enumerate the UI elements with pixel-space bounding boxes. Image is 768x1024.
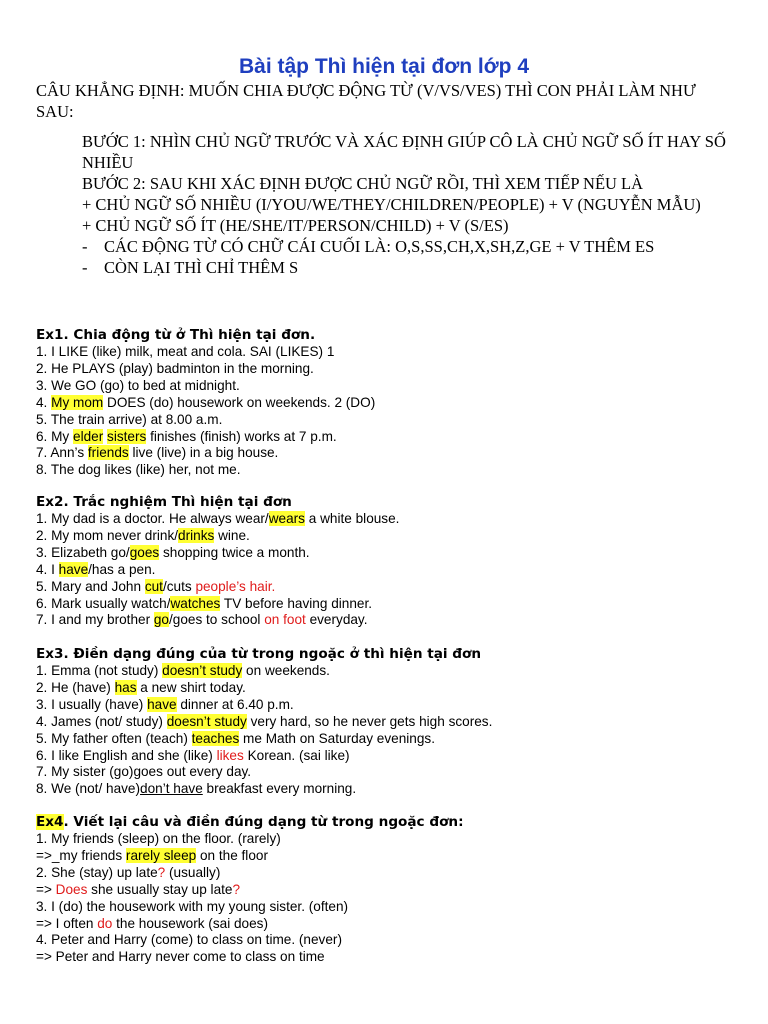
exercise-line [36, 882, 746, 899]
text: 4. James (not/ study) [36, 713, 167, 729]
text: (usually) [165, 864, 221, 880]
exercise-line [36, 781, 746, 798]
text: DOES (do) housework on weekends. 2 (DO) [103, 394, 376, 410]
exercise-line [36, 731, 746, 748]
highlighted-answer: goes [129, 544, 160, 560]
highlighted-answer: wears [268, 511, 305, 526]
text: => [36, 881, 56, 897]
highlighted-answer: go [153, 612, 169, 628]
text: 1. My dad is a doctor. He always wear/ [36, 511, 269, 526]
exercise-line [36, 528, 746, 545]
highlighted-answer: doesn’t study [162, 663, 243, 678]
exercise-line [36, 445, 746, 462]
text: 5. Mary and John [36, 578, 145, 594]
highlighted-answer: teaches [191, 730, 240, 746]
bullet-text: CÒN LẠI THÌ CHỈ THÊM S [104, 258, 299, 277]
bullet-dash: - [82, 258, 88, 277]
highlighted-answer: elder [73, 428, 104, 444]
highlighted-answer: drinks [178, 527, 215, 543]
text: 2. She (stay) up late [36, 864, 158, 880]
red-note: likes [216, 747, 244, 763]
exercise-line [36, 680, 746, 697]
red-note: ? [232, 881, 241, 897]
exercise-line: 2. He PLAYS (play) badminton in the morning. [36, 360, 314, 376]
exercise-line [36, 697, 746, 714]
exercise-line [36, 714, 746, 731]
highlighted-answer: friends [87, 445, 129, 461]
highlighted-answer: have [58, 561, 89, 577]
text: everyday. [305, 612, 368, 628]
intro-text: CÂU KHẲNG ĐỊNH: MUỐN CHIA ĐƯỢC ĐỘNG TỪ (V/VS/VES) THÌ CON PHẢI LÀM NHƯ SAU: [36, 81, 696, 121]
exercise-line [36, 579, 746, 596]
text: she usually stay up late [87, 881, 233, 897]
red-note: do [97, 915, 113, 931]
text: 1. Emma (not study) [36, 663, 163, 678]
text: shopping twice a month. [159, 544, 310, 560]
exercise-2 [36, 494, 746, 629]
exercise-line [36, 748, 746, 765]
exercise-heading: Ex3. Điền dạng đúng của từ trong ngoặc ở thì hiện tại đơn [36, 646, 482, 662]
text: a new shirt today. [136, 679, 246, 695]
text: 7. Ann’s [36, 445, 88, 461]
text: => I often [36, 915, 98, 931]
exercise-line [36, 562, 746, 579]
highlighted-answer: My mom [51, 394, 104, 410]
text: breakfast every morning. [202, 781, 357, 797]
exercise-heading: Ex2. Trắc nghiệm Thì hiện tại đơn [36, 494, 292, 510]
text: 4. [36, 394, 52, 410]
text: TV before having dinner. [220, 595, 373, 611]
highlighted-answer: doesn’t study [166, 713, 247, 729]
exercise-3 [36, 646, 746, 798]
text: wine. [214, 527, 250, 543]
exercise-heading: Ex1. Chia động từ ở Thì hiện tại đơn. [36, 327, 316, 343]
highlighted-answer: cut [144, 578, 163, 594]
exercise-line [36, 545, 746, 562]
text: 8. We (not/ have) [36, 781, 141, 797]
text: 3. I usually (have) [36, 696, 148, 712]
text: 5. My father often (teach) [36, 730, 192, 746]
exercise-line [36, 612, 746, 629]
text: 4. I [36, 561, 59, 577]
steps-block [82, 131, 732, 278]
text: dinner at 6.40 p.m. [176, 696, 294, 712]
exercise-line: 8. The dog likes (like) her, not me. [36, 462, 241, 478]
exercise-line [36, 865, 746, 882]
text: /has a pen. [88, 561, 156, 577]
bullet-dash: - [82, 237, 88, 256]
exercise-4 [36, 814, 746, 966]
red-note: ? [157, 864, 166, 880]
exercise-line [36, 663, 746, 680]
exercise-line: => Peter and Harry never come to class on time [36, 949, 325, 965]
exercise-line: 7. My sister (go)goes out every day. [36, 764, 252, 780]
text: 2. My mom never drink/ [36, 527, 179, 543]
red-note: on foot [264, 612, 306, 628]
exercise-1 [36, 327, 746, 479]
text: a white blouse. [304, 511, 400, 526]
highlighted-answer: rarely sleep [125, 847, 197, 863]
text: finishes (finish) works at 7 p.m. [146, 428, 337, 444]
text: on weekends. [242, 663, 330, 678]
bullet-item [82, 236, 732, 257]
text: 7. I and my brother [36, 612, 154, 628]
exercise-line [36, 916, 746, 933]
exercise-line: 1. My friends (sleep) on the floor. (rarely) [36, 831, 281, 846]
text: the housework (sai does) [112, 915, 268, 931]
text: 6. I like English and she (like) [36, 747, 217, 763]
text: . Viết lại câu và điền đúng dạng từ trong ngoặc đơn: [63, 814, 464, 830]
text: =>_my friends [36, 847, 126, 863]
text: live (live) in a big house. [128, 445, 279, 461]
text: 2. He (have) [36, 679, 115, 695]
highlighted-answer: watches [170, 595, 221, 611]
exercise-line: 4. Peter and Harry (come) to class on time. (never) [36, 932, 342, 948]
text: very hard, so he never gets high scores. [246, 713, 493, 729]
exercise-line: 5. The train arrive) at 8.00 a.m. [36, 411, 223, 427]
exercise-heading [36, 814, 746, 831]
red-note: people’s hair. [195, 578, 276, 594]
plural-rule: + CHỦ NGỮ SỐ NHIỀU (I/YOU/WE/THEY/CHILDREN/PEOPLE) + V (NGUYỄN MẪU) [82, 195, 701, 214]
text: 6. Mark usually watch/ [36, 595, 171, 611]
page-title: Bài tập Thì hiện tại đơn lớp 4 [238, 55, 530, 78]
exercise-line: 3. We GO (go) to bed at midnight. [36, 377, 240, 393]
step-1: BƯỚC 1: NHÌN CHỦ NGỮ TRƯỚC VÀ XÁC ĐỊNH GIÚP CÔ LÀ CHỦ NGỮ SỐ ÍT HAY SỐ NHIỀU [82, 132, 726, 172]
text: on the floor [196, 847, 268, 863]
text: me Math on Saturday evenings. [239, 730, 435, 746]
exercise-line: 3. I (do) the housework with my young sister. (often) [36, 898, 349, 914]
highlighted-answer: have [147, 696, 177, 712]
exercise-line [36, 429, 746, 446]
text: Korean. (sai like) [243, 747, 350, 763]
highlighted-answer: sisters [107, 428, 147, 444]
exercise-line [36, 511, 746, 528]
bullet-text: CÁC ĐỘNG TỪ CÓ CHỮ CÁI CUỐI LÀ: O,S,SS,CH,X,SH,Z,GE + V THÊM ES [104, 237, 655, 256]
exercise-line [36, 395, 746, 412]
highlighted-answer: has [114, 679, 137, 695]
red-note: Does [55, 881, 88, 897]
text: /cuts [162, 578, 196, 594]
text: 3. Elizabeth go/ [36, 544, 130, 560]
bullet-item [82, 257, 732, 278]
step-2: BƯỚC 2: SAU KHI XÁC ĐỊNH ĐƯỢC CHỦ NGỮ RỒI, THÌ XEM TIẾP NẾU LÀ [82, 174, 644, 193]
underlined-answer: don’t have [140, 781, 203, 797]
exercise-line: 1. I LIKE (like) milk, meat and cola. SAI (LIKES) 1 [36, 344, 335, 359]
text: 6. My [36, 428, 74, 444]
singular-rule: + CHỦ NGỮ SỐ ÍT (HE/SHE/IT/PERSON/CHILD) + V (S/ES) [82, 216, 509, 235]
exercise-line [36, 848, 746, 865]
text: /goes to school [169, 612, 265, 628]
highlighted-heading: Ex4 [36, 814, 64, 830]
exercise-line [36, 596, 746, 613]
